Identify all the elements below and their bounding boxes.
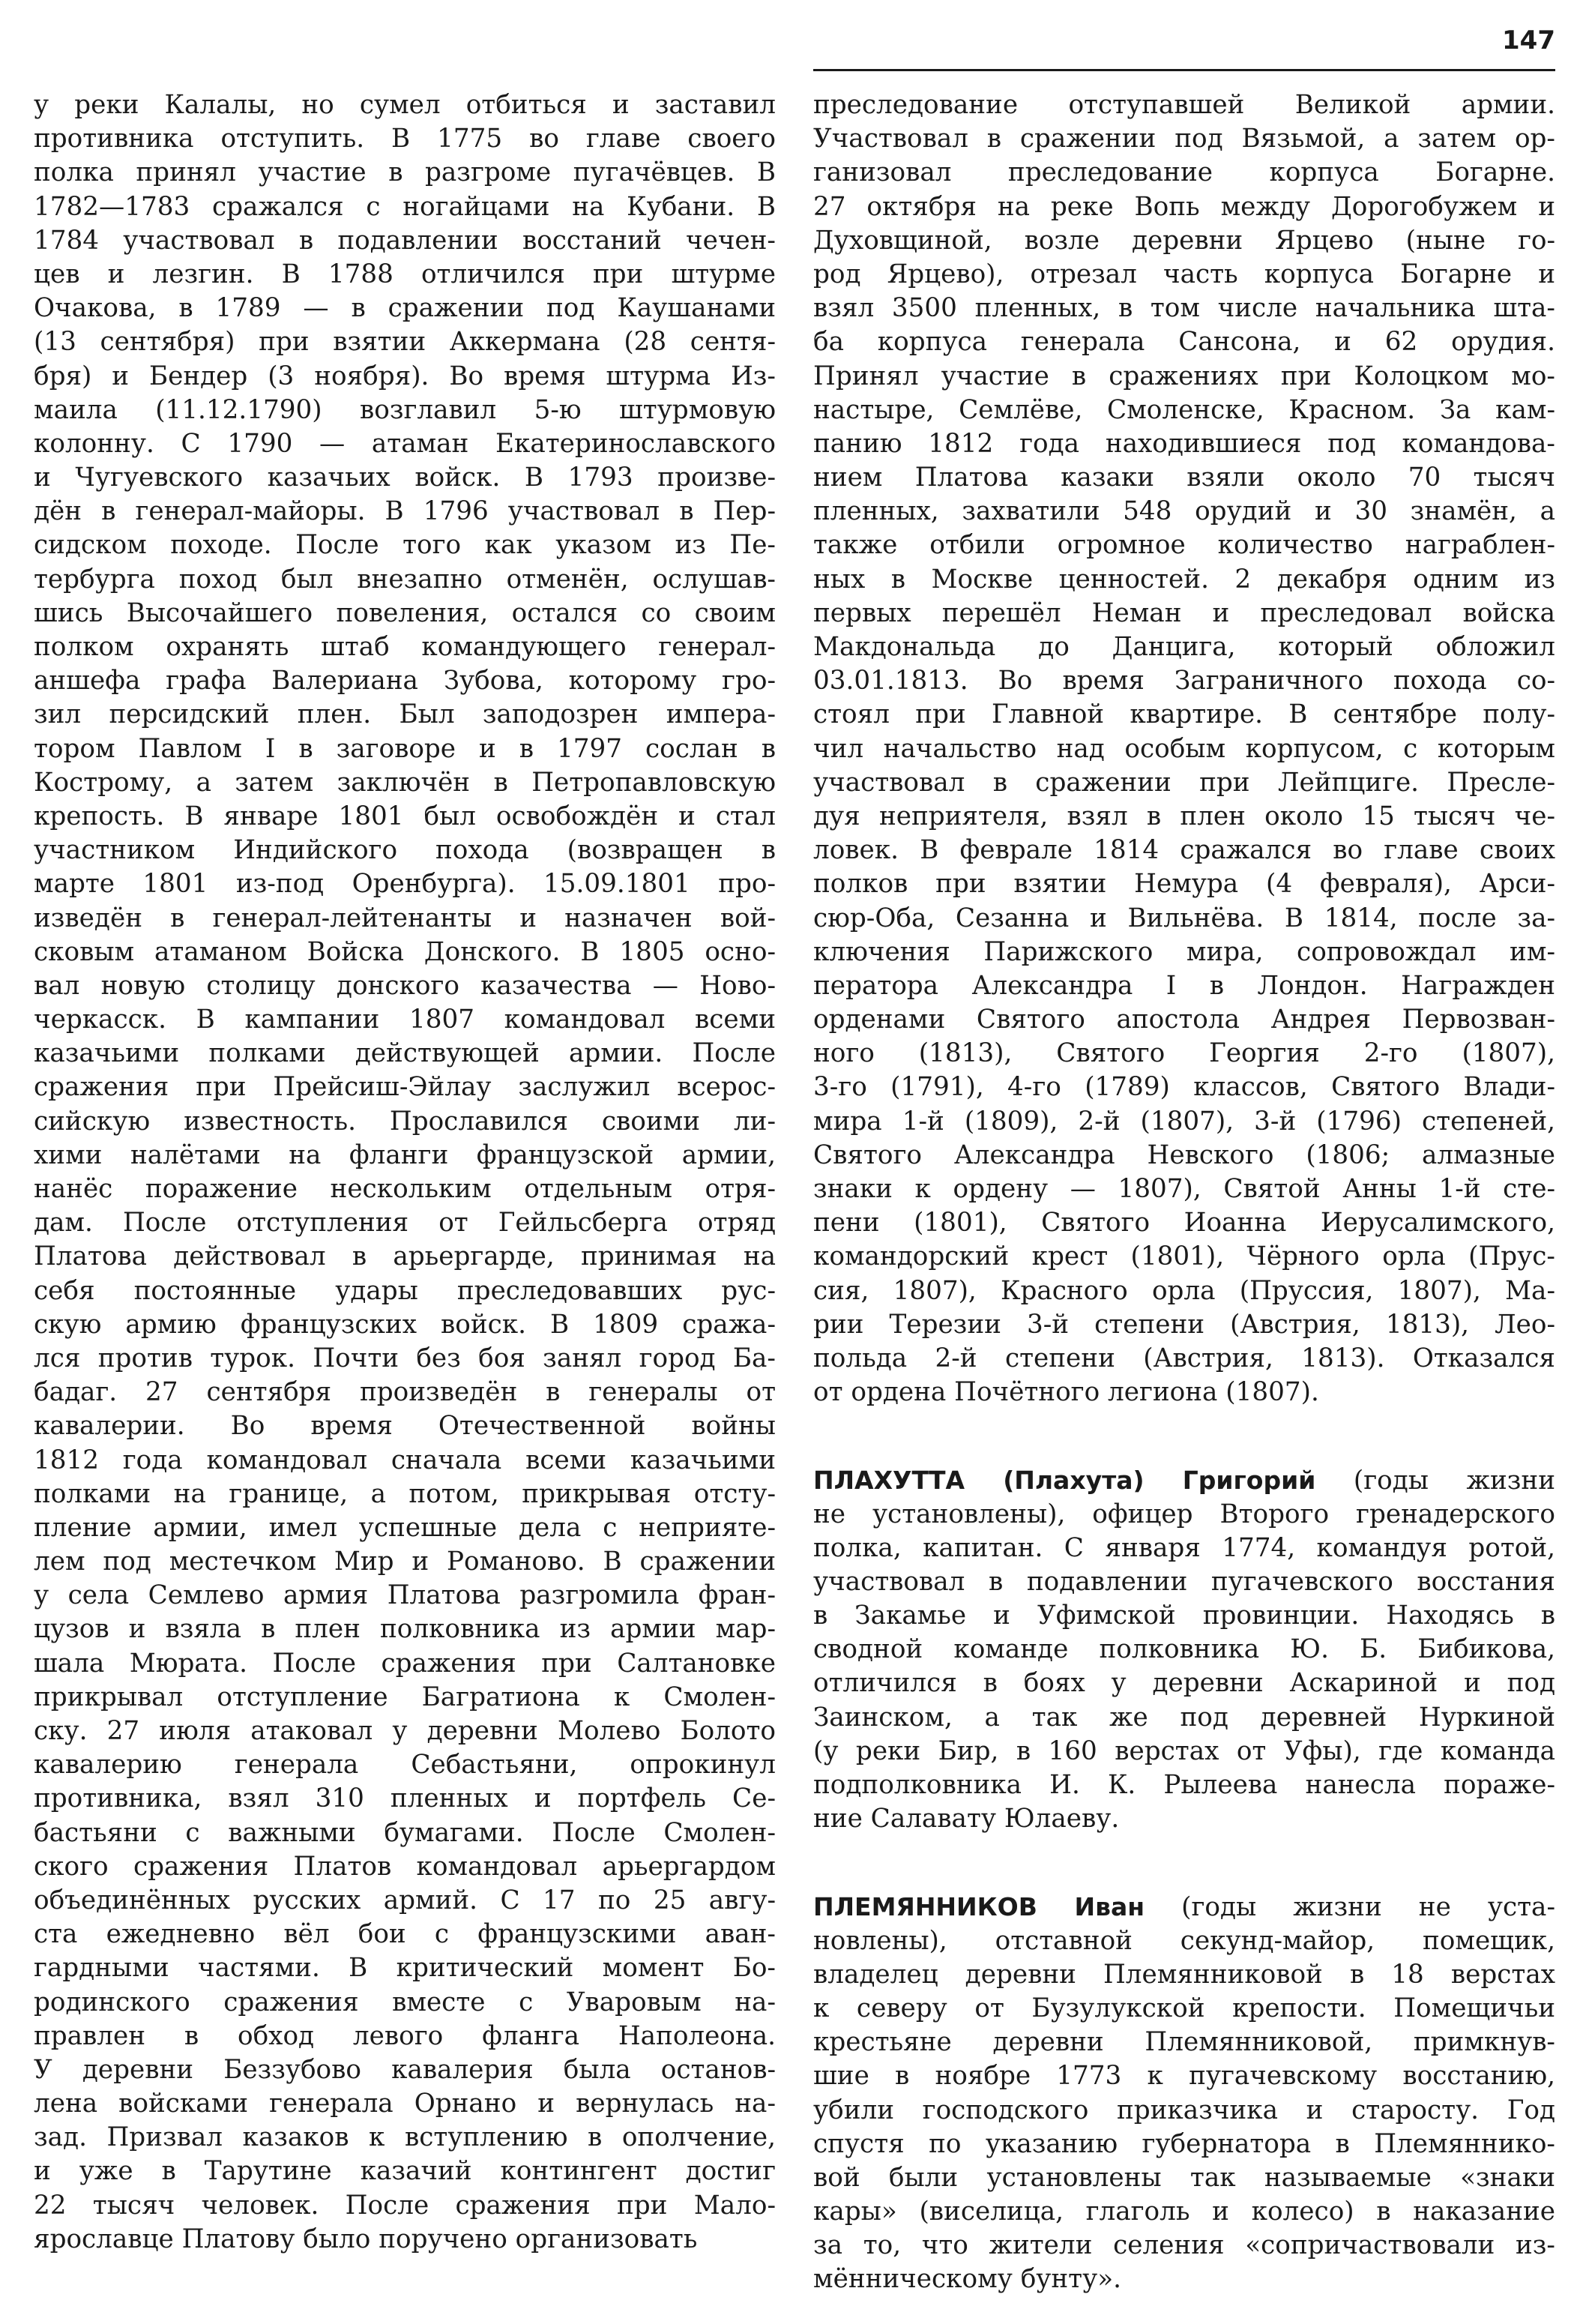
text-line: Кострому, а затем заключён в Петропавловскую (34, 767, 776, 798)
text-line: противника, взял 310 пленных и портфель Се- (34, 1783, 776, 1814)
text-line: крепость. В январе 1801 был освобождён и стал (34, 801, 776, 831)
text-line: тербурга поход был внезапно отменён, ослушав- (34, 564, 776, 594)
text-line: знаки к ордену — 1807), Святой Анны 1-й сте- (813, 1174, 1555, 1204)
text-line: ператора Александра I в Лондон. Награжден (813, 970, 1555, 1001)
text-line: зад. Призвал казаков к вступлению в ополчение, (34, 2122, 776, 2153)
text-line: бря) и Бендер (3 ноября). Во время штурма Из- (34, 361, 776, 391)
text-line: пление армии, имел успешные дела с неприяте- (34, 1512, 776, 1543)
text-line: кавалерию генерала Себастьяни, опрокинул (34, 1750, 776, 1780)
text-line: Духовщиной, возле деревни Ярцево (ныне го- (813, 225, 1555, 256)
text-line: за то, что жители селения «сопричаствовали из- (813, 2230, 1555, 2261)
text-line: ние Салавату Юлаеву. (813, 1804, 1120, 1834)
text-line: пени (1801), Святого Иоанна Иерусалимского, (813, 1208, 1555, 1238)
text-line: лся против турок. Почти без боя занял город Ба- (34, 1343, 776, 1373)
entry-plakhutta (813, 1463, 1555, 1836)
text-line: чил начальство над особым корпусом, с которым (813, 733, 1555, 764)
text-line: полками на границе, а потом, прикрывая отсту- (34, 1478, 776, 1509)
text-line: колонну. С 1790 — атаман Екатеринославского (34, 428, 776, 459)
text-line: сидском походе. После того как указом из Пе- (34, 530, 776, 561)
page-number: 147 (1502, 25, 1555, 55)
text-line: не установлены), офицер Второго гренадерского (813, 1499, 1555, 1529)
text-line: себя постоянные удары преследовавших рус- (34, 1275, 776, 1306)
text-line: мира 1-й (1809), 2-й (1807), 3-й (1796) степеней, (813, 1106, 1555, 1137)
text-line: подполковника И. К. Рылеева нанесла пораже- (813, 1770, 1555, 1800)
text-line: взял 3500 пленных, в том числе начальника шта- (813, 293, 1555, 324)
text-line: ску. 27 июля атаковал у деревни Молево Болото (34, 1716, 776, 1746)
text-line: мённическому бунту». (813, 2264, 1121, 2295)
text-line: ского сражения Платов командовал арьергардом (34, 1851, 776, 1882)
text-line: настыре, Семлёве, Смоленске, Красном. За кам- (813, 394, 1555, 425)
text-line: 3-го (1791), 4-го (1789) классов, Святого Влади- (813, 1072, 1555, 1103)
text-line: Участвовал в сражении под Вязьмой, а затем ор- (813, 124, 1555, 154)
text-line: польда 2-й степени (Австрия, 1813). Отказался (813, 1343, 1555, 1373)
text-line: аншефа графа Валериана Зубова, которому гро- (34, 666, 776, 696)
text-line: ганизовал преследование корпуса Богарне. (813, 157, 1555, 188)
text-line: Макдональда до Данцига, который обложил (813, 632, 1555, 662)
text-line: к северу от Бузулукской крепости. Помещичьи (813, 1993, 1555, 2023)
text-line: у реки Калалы, но сумел отбиться и заставил (34, 90, 776, 120)
text-line: преследование отступавшей Великой армии. (813, 90, 1555, 120)
entry-headword: ПЛЕМЯННИКОВ Иван (813, 1892, 1145, 1922)
text-line: родинского сражения вместе с Уваровым на- (34, 1987, 776, 2017)
entry-first-line (813, 1463, 1555, 1497)
text-line: дуя неприятеля, взял в плен около 15 тысяч че- (813, 801, 1555, 831)
text-line: полка принял участие в разгроме пугачёвцев. В (34, 157, 776, 188)
text-line: род Ярцево), отрезал часть корпуса Богарне и (813, 259, 1555, 289)
text-line: у села Семлево армия Платова разгромила фран- (34, 1580, 776, 1611)
text-line: черкасск. В кампании 1807 командовал всеми (34, 1005, 776, 1035)
text-line: владелец деревни Племянниковой в 18 верстах (813, 1959, 1555, 1990)
text-line: убили господского приказчика и старосту. Год (813, 2095, 1555, 2125)
text-line: и уже в Тарутине казачий контингент достиг (34, 2156, 776, 2187)
text-line: хими налётами на фланги французской армии, (34, 1140, 776, 1170)
text-line: Заинском, а так же под деревней Нуркиной (813, 1702, 1555, 1733)
page-header (813, 0, 1555, 71)
text-line: нанёс поражение нескольким отдельным отря- (34, 1174, 776, 1204)
text-line: от ордена Почётного легиона (1807). (813, 1377, 1319, 1408)
text-line: марте 1801 из-под Оренбурга). 15.09.1801 про- (34, 869, 776, 900)
text-line: командорский крест (1801), Чёрного орла (Прус- (813, 1241, 1555, 1272)
text-line: 1812 года командовал сначала всеми казачьими (34, 1445, 776, 1475)
text-line: 22 тысяч человек. После сражения при Мало- (34, 2190, 776, 2221)
text-line: отличился в боях у деревни Аскариной и под (813, 1668, 1555, 1699)
text-line: скую армию французских войск. В 1809 сража- (34, 1309, 776, 1340)
text-line: Святого Александра Невского (1806; алмазные (813, 1140, 1555, 1170)
right-column (813, 88, 1555, 2297)
text-line: 1784 участвовал в подавлении восстаний чечен- (34, 225, 776, 256)
text-line: новлены), отставной секунд-майор, помещик, (813, 1925, 1555, 1956)
entry-gap (813, 1836, 1555, 1890)
text-line: У деревни Беззубово кавалерия была останов- (34, 2054, 776, 2085)
entry-plemyannikov (813, 1890, 1555, 2296)
text-line: противника отступить. В 1775 во главе своего (34, 124, 776, 154)
text-line: сийскую известность. Прославился своими ли- (34, 1106, 776, 1137)
text-line: участвовал в сражении при Лейпциге. Пресле- (813, 767, 1555, 798)
text-line: бастьяни с важными бумагами. После Смолен- (34, 1817, 776, 1848)
text-line: полков при взятии Немура (4 февраля), Арси- (813, 869, 1555, 900)
text-line: ба корпуса генерала Сансона, и 62 орудия. (813, 327, 1555, 358)
text-line: цузов и взяла в плен полковника из армии мар- (34, 1614, 776, 1645)
text-line: дам. После отступления от Гейльсберга отряд (34, 1208, 776, 1238)
text-line: 03.01.1813. Во время Заграничного похода со- (813, 666, 1555, 696)
text-line: ярославце Платову было поручено организовать (34, 2224, 698, 2254)
text-line: объединённых русских армий. С 17 по 25 авгу- (34, 1885, 776, 1915)
text-line: изведён в генерал-лейтенанты и назначен вой- (34, 903, 776, 933)
text-line: лена войсками генерала Орнано и вернулась на- (34, 2089, 776, 2119)
text-line: лем под местечком Мир и Романово. В сражении (34, 1547, 776, 1577)
text-line: ключения Парижского мира, сопровождал им- (813, 936, 1555, 967)
left-column (34, 88, 776, 2257)
text-line: сводной команде полковника Ю. Б. Бибикова, (813, 1634, 1555, 1665)
text-line: прикрывал отступление Багратиона к Смолен- (34, 1682, 776, 1712)
text-line: 1782—1783 сражался с ногайцами на Кубани. В (34, 191, 776, 222)
text-line: ста ежедневно вёл бои с французскими аван- (34, 1919, 776, 1950)
text-line: шала Мюрата. После сражения при Салтановке (34, 1648, 776, 1679)
text-line: тором Павлом I в заговоре и в 1797 сослан в (34, 733, 776, 764)
text-line: кары» (виселица, глаголь и колесо) в наказание (813, 2197, 1555, 2227)
text-line: стоял при Главной квартире. В сентябре полу- (813, 699, 1555, 730)
entry-gap (813, 1409, 1555, 1463)
text-line: кавалерии. Во время Отечественной войны (34, 1411, 776, 1442)
text-line: зил персидский плен. Был заподозрен импера- (34, 699, 776, 730)
entry-body (813, 1498, 1555, 1837)
text-line: казачьими полками действующей армии. После (34, 1038, 776, 1069)
text-line: Принял участие в сражениях при Колоцком мо- (813, 361, 1555, 391)
entry-first-line (813, 1890, 1555, 1924)
text-line: (13 сентября) при взятии Аккермана (28 сентя- (34, 327, 776, 358)
text-line: участником Индийского похода (возвращен в (34, 835, 776, 866)
continued-entry-text (813, 88, 1555, 1409)
text-line: первых перешёл Неман и преследовал войска (813, 597, 1555, 628)
text-line: гардными частями. В критический момент Бо- (34, 1953, 776, 1984)
text-line: ловек. В феврале 1814 сражался во главе своих (813, 835, 1555, 866)
entry-text: (годы жизни не уста- (1145, 1892, 1555, 1923)
text-line: сковым атаманом Войска Донского. В 1805 осно- (34, 936, 776, 967)
text-line: нием Платова казаки взяли около 70 тысяч (813, 463, 1555, 493)
text-line: шие в ноябре 1773 к пугачевскому восстанию, (813, 2061, 1555, 2092)
text-line: сюр-Оба, Сезанна и Вильнёва. В 1814, после за- (813, 903, 1555, 933)
text-line: сия, 1807), Красного орла (Пруссия, 1807), Ма- (813, 1275, 1555, 1306)
text-line: крестьяне деревни Племянниковой, примкнув- (813, 2027, 1555, 2058)
text-line: рии Терезии 3-й степени (Австрия, 1813), Лео- (813, 1309, 1555, 1340)
text-line: сражения при Прейсиш-Эйлау заслужил всерос- (34, 1072, 776, 1103)
text-line: и Чугуевского казачьих войск. В 1793 произве- (34, 463, 776, 493)
text-line: полком охранять штаб командующего генерал- (34, 632, 776, 662)
entry-headword: ПЛАХУТТА (Плахута) Григорий (813, 1466, 1316, 1496)
text-line: орденами Святого апостола Андрея Первозван- (813, 1005, 1555, 1035)
text-line: 27 октября на реке Вопь между Дорогобужем и (813, 191, 1555, 222)
entry-body (813, 1924, 1555, 2297)
text-line: правлен в обход левого фланга Наполеона. (34, 2020, 776, 2051)
text-line: полка, капитан. С января 1774, командуя ротой, (813, 1532, 1555, 1563)
text-line: в Закамье и Уфимской провинции. Находясь в (813, 1601, 1555, 1631)
text-line: Очакова, в 1789 — в сражении под Каушанами (34, 293, 776, 324)
text-line: ного (1813), Святого Георгия 2-го (1807), (813, 1038, 1555, 1069)
text-line: пленных, захватили 548 орудий и 30 знамён, а (813, 496, 1555, 527)
text-line: маила (11.12.1790) возглавил 5-ю штурмовую (34, 394, 776, 425)
text-line: (у реки Бир, в 160 верстах от Уфы), где команда (813, 1736, 1555, 1766)
entry-text: (годы жизни (1315, 1466, 1555, 1496)
text-line: также отбили огромное количество награблен- (813, 530, 1555, 561)
text-line: вой были установлены так называемые «знаки (813, 2162, 1555, 2193)
text-line: дён в генерал-майоры. В 1796 участвовал в Пер- (34, 496, 776, 527)
text-line: панию 1812 года находившиеся под командова- (813, 428, 1555, 459)
text-line: Платова действовал в арьергарде, принимая на (34, 1241, 776, 1272)
text-line: бадаг. 27 сентября произведён в генералы от (34, 1377, 776, 1408)
text-line: ных в Москве ценностей. 2 декабря одним из (813, 564, 1555, 594)
text-line: цев и лезгин. В 1788 отличился при штурме (34, 259, 776, 289)
text-line: шись Высочайшего повеления, остался со своим (34, 597, 776, 628)
text-line: спустя по указанию губернатора в Племяннико- (813, 2128, 1555, 2159)
text-line: участвовал в подавлении пугачевского восстания (813, 1566, 1555, 1597)
text-line: вал новую столицу донского казачества — Ново- (34, 970, 776, 1001)
